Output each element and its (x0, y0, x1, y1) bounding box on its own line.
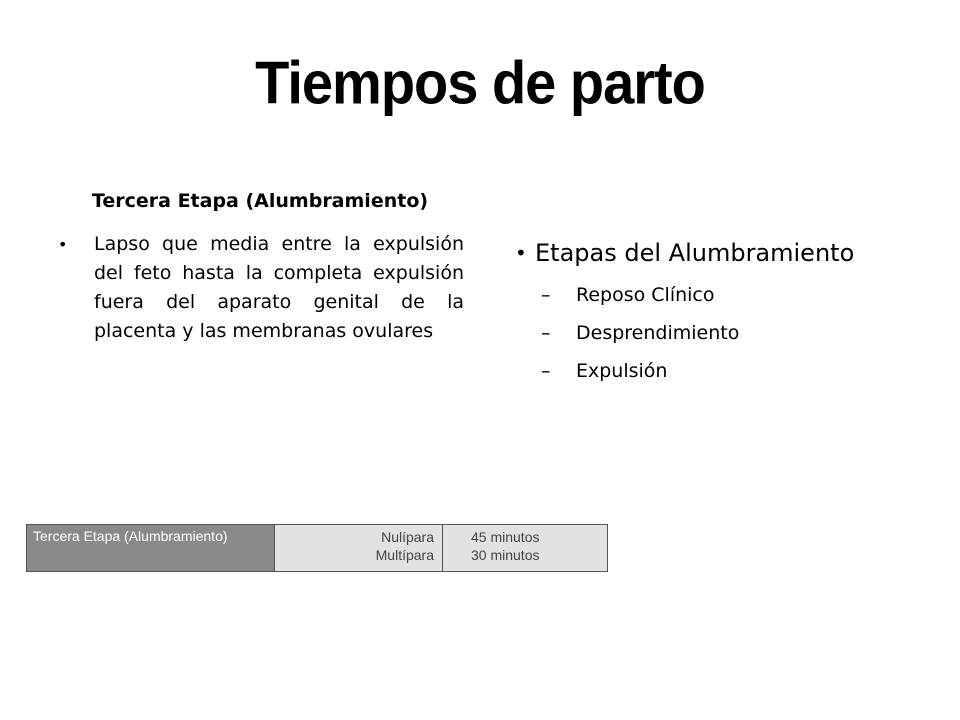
dash-icon: – (541, 284, 551, 306)
duration-multipara: 30 minutos (471, 547, 540, 563)
list-item-label: Reposo Clínico (576, 284, 715, 306)
patient-type-cell (275, 525, 443, 571)
left-column (58, 230, 464, 346)
dash-icon: – (541, 322, 551, 344)
list-item-label: Desprendimiento (576, 322, 740, 344)
stages-bullet (515, 234, 935, 272)
section-subtitle: Tercera Etapa (Alumbramiento) (91, 190, 429, 212)
list-item (515, 276, 935, 314)
right-column (515, 234, 935, 390)
list-item (515, 352, 935, 390)
bullet-icon: • (515, 241, 527, 265)
list-item-label: Expulsión (576, 360, 668, 382)
stages-heading: Etapas del Alumbramiento (535, 239, 855, 267)
definition-text: Lapso que media entre la expulsión del feto hasta la completa expulsión fuera del aparato genital de la placenta y las membranas ovulares (94, 233, 464, 342)
patient-type-multipara: Multípara (375, 547, 434, 563)
bullet-icon: • (58, 235, 68, 254)
stages-list (515, 276, 935, 390)
duration-table (26, 524, 608, 572)
list-item (515, 314, 935, 352)
definition-bullet (58, 230, 464, 346)
stage-cell: Tercera Etapa (Alumbramiento) (27, 525, 275, 571)
dash-icon: – (541, 360, 551, 382)
slide-title: Tiempos de parto (255, 48, 705, 117)
duration-cell (443, 525, 607, 571)
patient-type-nulipara: Nulípara (381, 529, 434, 545)
duration-nulipara: 45 minutos (471, 529, 540, 545)
